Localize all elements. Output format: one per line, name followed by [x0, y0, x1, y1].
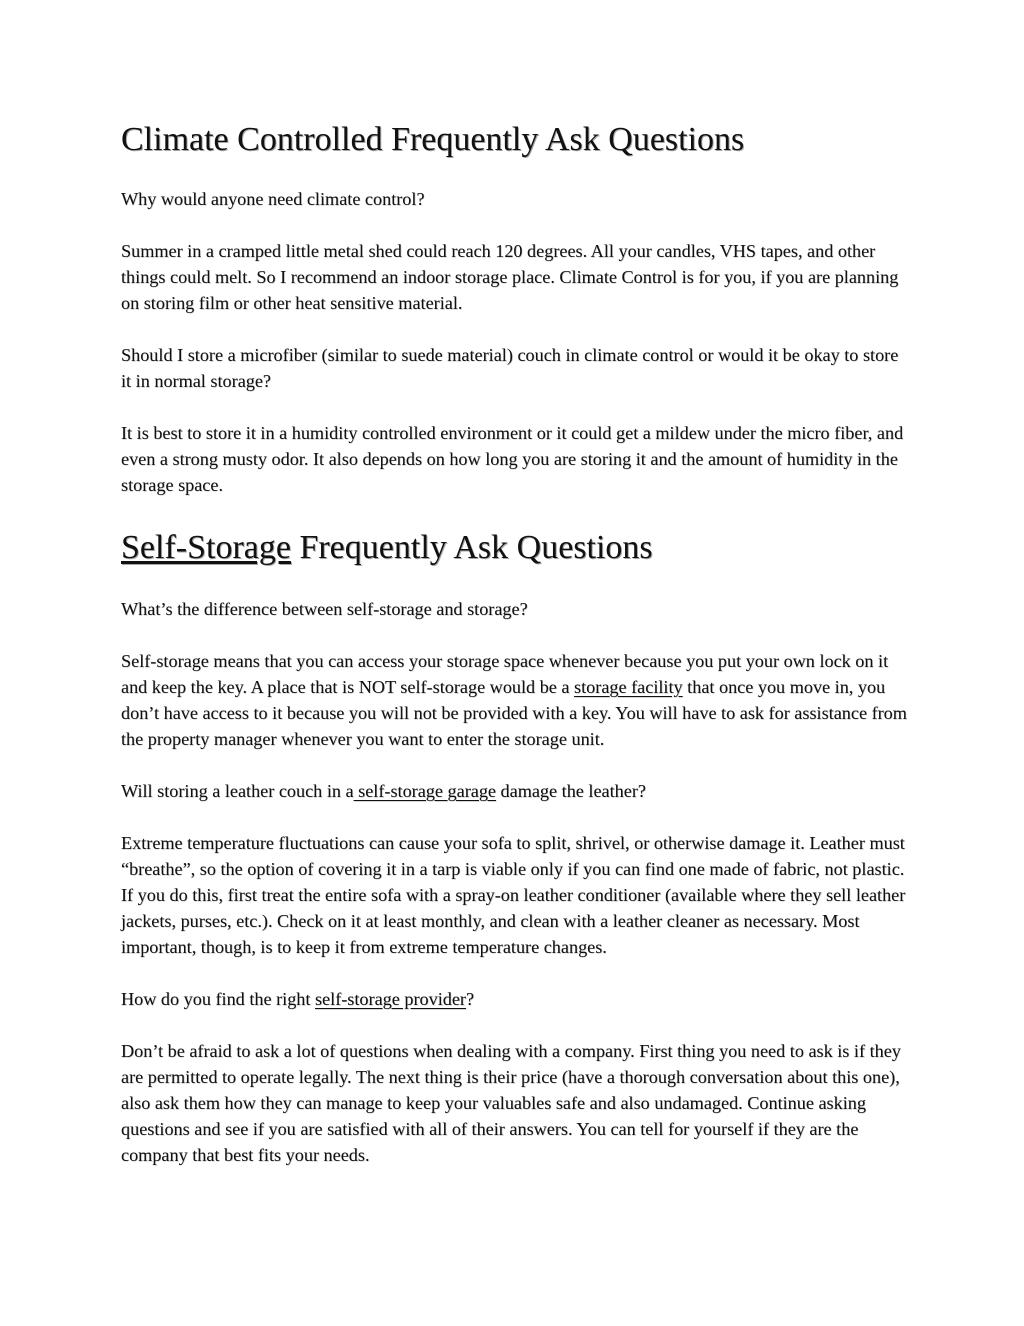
answer-self-storage-2: Extreme temperature fluctuations can cause your sofa to split, shrivel, or otherwise damage it. Leather must “breathe”, so the option of covering it in a tarp is viable only if you can find one made of fabric, not plastic. If you do this, first treat the entire sofa with a spray-on leather conditioner (available where they sell leather jackets, purses, etc.). Check on it at least monthly, and clean with a leather cleaner as necessary. Most important, though, is to keep it from extreme temperature changes. [121, 833, 906, 957]
section-heading-climate: Climate Controlled Frequently Ask Questions [121, 121, 745, 158]
heading-rest-text: Frequently Ask Questions [290, 529, 653, 566]
self-storage-garage-link[interactable]: self-storage garage [353, 781, 496, 801]
answer-text: that once you move in, you don’t have access to it because you will not be provided with a key. You will have to ask for assistance from the property manager whenever you want to enter the storage unit. [121, 677, 907, 749]
answer-text: Self-storage means that you can access your storage space whenever because you put your own lock on it and keep the key. A place that is NOT self-storage would be a [121, 651, 889, 697]
question-climate-2: Should I store a microfiber (similar to suede material) couch in climate control or would it be okay to store it in normal storage? [121, 345, 899, 391]
question-text: How do you find the right [121, 989, 315, 1009]
answer-climate-1: Summer in a cramped little metal shed could reach 120 degrees. All your candles, VHS tapes, and other things could melt. So I recommend an indoor storage place. Climate Control is for you, if you are planning on storing film or other heat sensitive material. [121, 241, 899, 313]
question-text: Will storing a leather couch in a [121, 781, 354, 801]
question-text: ? [465, 989, 475, 1009]
question-climate-1: Why would anyone need climate control? [121, 189, 425, 209]
question-self-storage-2 [121, 778, 911, 804]
self-storage-provider-link[interactable]: self-storage provider [314, 989, 466, 1009]
answer-climate-2: It is best to store it in a humidity controlled environment or it could get a mildew under the micro fiber, and even a strong musty odor. It also depends on how long you are storing it and the amount of humidity in the storage space. [121, 423, 904, 495]
question-text: damage the leather? [496, 781, 646, 801]
document-page [121, 118, 911, 1168]
section-heading-self-storage [121, 526, 911, 570]
answer-self-storage-3: Don’t be afraid to ask a lot of questions when dealing with a company. First thing you need to ask is if they are permitted to operate legally. The next thing is their price (have a thorough conversation about this one), also ask them how they can manage to keep your valuables safe and also undamaged. Continue asking questions and see if you are satisfied with all of their answers. You can tell for yourself if they are the company that best fits your needs. [121, 1041, 901, 1165]
storage-facility-link[interactable]: storage facility [574, 677, 683, 697]
question-self-storage-3 [121, 986, 911, 1012]
self-storage-heading-link[interactable]: Self-Storage [121, 529, 291, 566]
answer-self-storage-1 [121, 648, 911, 752]
question-self-storage-1: What’s the difference between self-storage and storage? [121, 599, 528, 619]
